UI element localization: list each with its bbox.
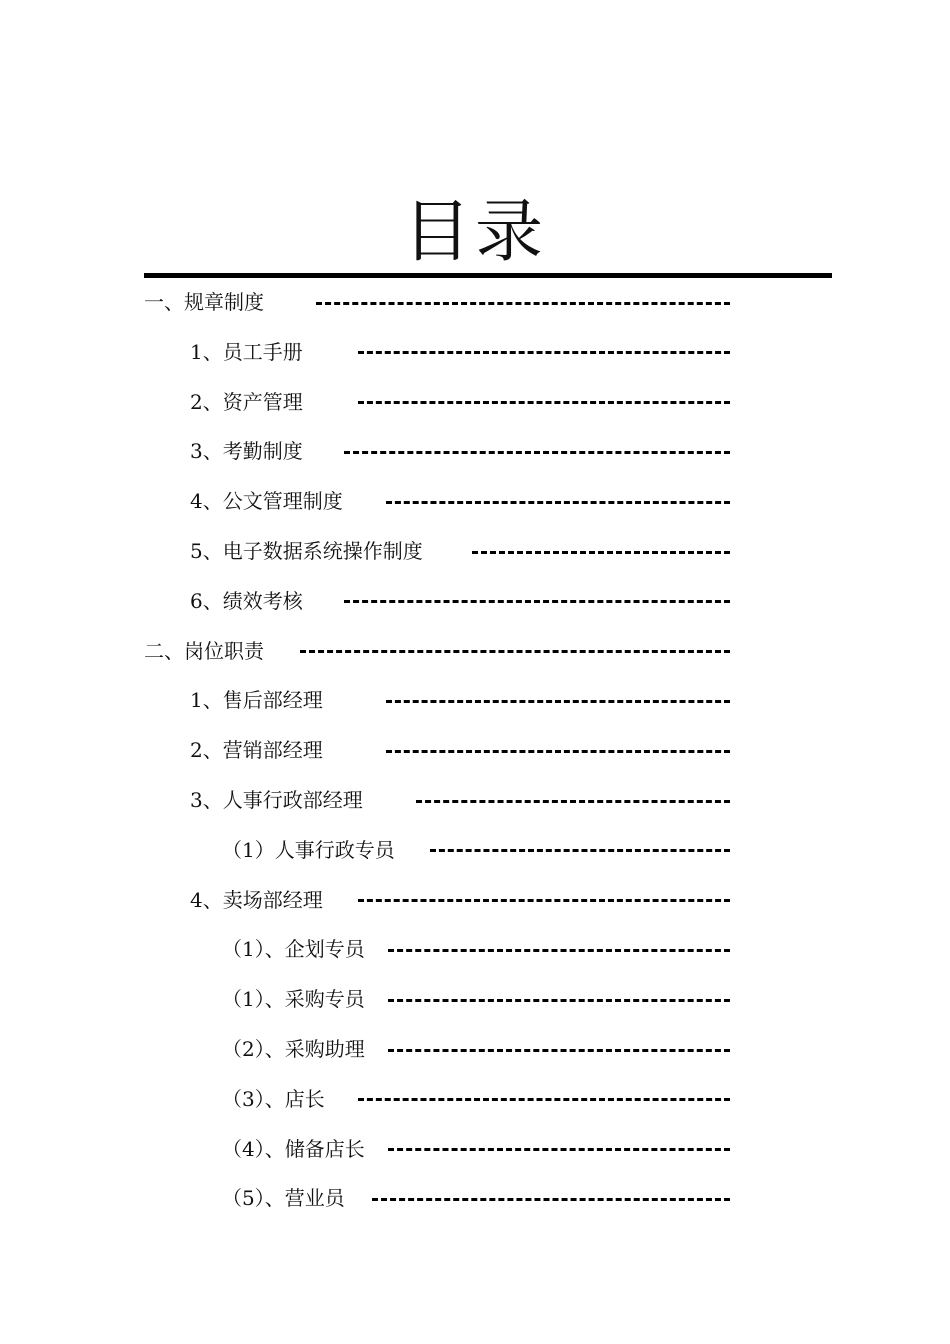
toc-entry-label: 2、营销部经理 [190,738,323,763]
toc-leader-dots [344,600,730,603]
toc-entry-label: 1、售后部经理 [190,688,323,713]
toc-entry-label: 二、岗位职责 [144,638,264,663]
toc-leader-dots [344,451,730,454]
toc-entry[interactable] [144,282,730,322]
title-divider [144,273,832,278]
toc-entry[interactable] [222,1129,730,1169]
toc-entry-label: 2、资产管理 [190,389,303,414]
toc-entry[interactable] [190,880,730,920]
toc-entry[interactable] [190,382,730,422]
toc-entry[interactable] [190,730,730,770]
toc-leader-dots [472,551,730,554]
toc-entry-label: 1、员工手册 [190,339,303,364]
toc-entry[interactable] [190,780,730,820]
toc-entry[interactable] [222,830,730,870]
toc-entry-label: （1）、企划专员 [222,937,365,962]
toc-entry-label: （4）、储备店长 [222,1136,365,1161]
toc-entry[interactable] [190,531,730,571]
toc-leader-dots [316,302,730,305]
toc-leader-dots [430,849,730,852]
toc-leader-dots [386,700,730,703]
toc-entry-label: （1）人事行政专员 [222,837,395,862]
toc-leader-dots [388,1148,730,1151]
toc-entry-label: （2）、采购助理 [222,1037,365,1061]
toc-leader-dots [416,800,730,803]
toc-leader-dots [358,1098,730,1101]
toc-entry-label: （5）、营业员 [222,1186,345,1211]
toc-leader-dots [372,1198,730,1201]
toc-entry-label: 一、规章制度 [144,290,264,314]
toc-leader-dots [386,501,730,504]
toc-entry[interactable] [190,680,730,720]
toc-entry[interactable] [190,332,730,372]
toc-entry[interactable] [222,979,730,1019]
toc-leader-dots [358,351,730,354]
toc-leader-dots [300,650,730,653]
toc-entry[interactable] [190,581,730,621]
toc-entry[interactable] [222,1029,730,1069]
toc-entry-label: 6、绩效考核 [190,588,303,613]
toc-entry[interactable] [222,929,730,969]
toc-leader-dots [388,1049,730,1052]
toc-entry-label: （1）、采购专员 [222,987,365,1012]
toc-leader-dots [386,750,730,753]
toc-leader-dots [388,999,730,1002]
toc-entry[interactable] [190,481,730,521]
toc-entry-label: 3、人事行政部经理 [190,788,363,812]
toc-entry[interactable] [190,431,730,471]
toc-entry-label: 4、卖场部经理 [190,887,323,912]
toc-entry-label: 3、考勤制度 [190,439,303,464]
page-title: 目录 [402,193,547,272]
toc-leader-dots [358,899,730,902]
toc-leader-dots [388,949,730,952]
toc-entry[interactable] [144,631,730,671]
toc-leader-dots [358,401,730,404]
toc-entry[interactable] [222,1079,730,1119]
toc-entry-label: 4、公文管理制度 [190,489,343,514]
toc-entry[interactable] [222,1178,730,1218]
toc-entry-label: （3）、店长 [222,1086,325,1111]
toc-entry-label: 5、电子数据系统操作制度 [190,539,423,563]
